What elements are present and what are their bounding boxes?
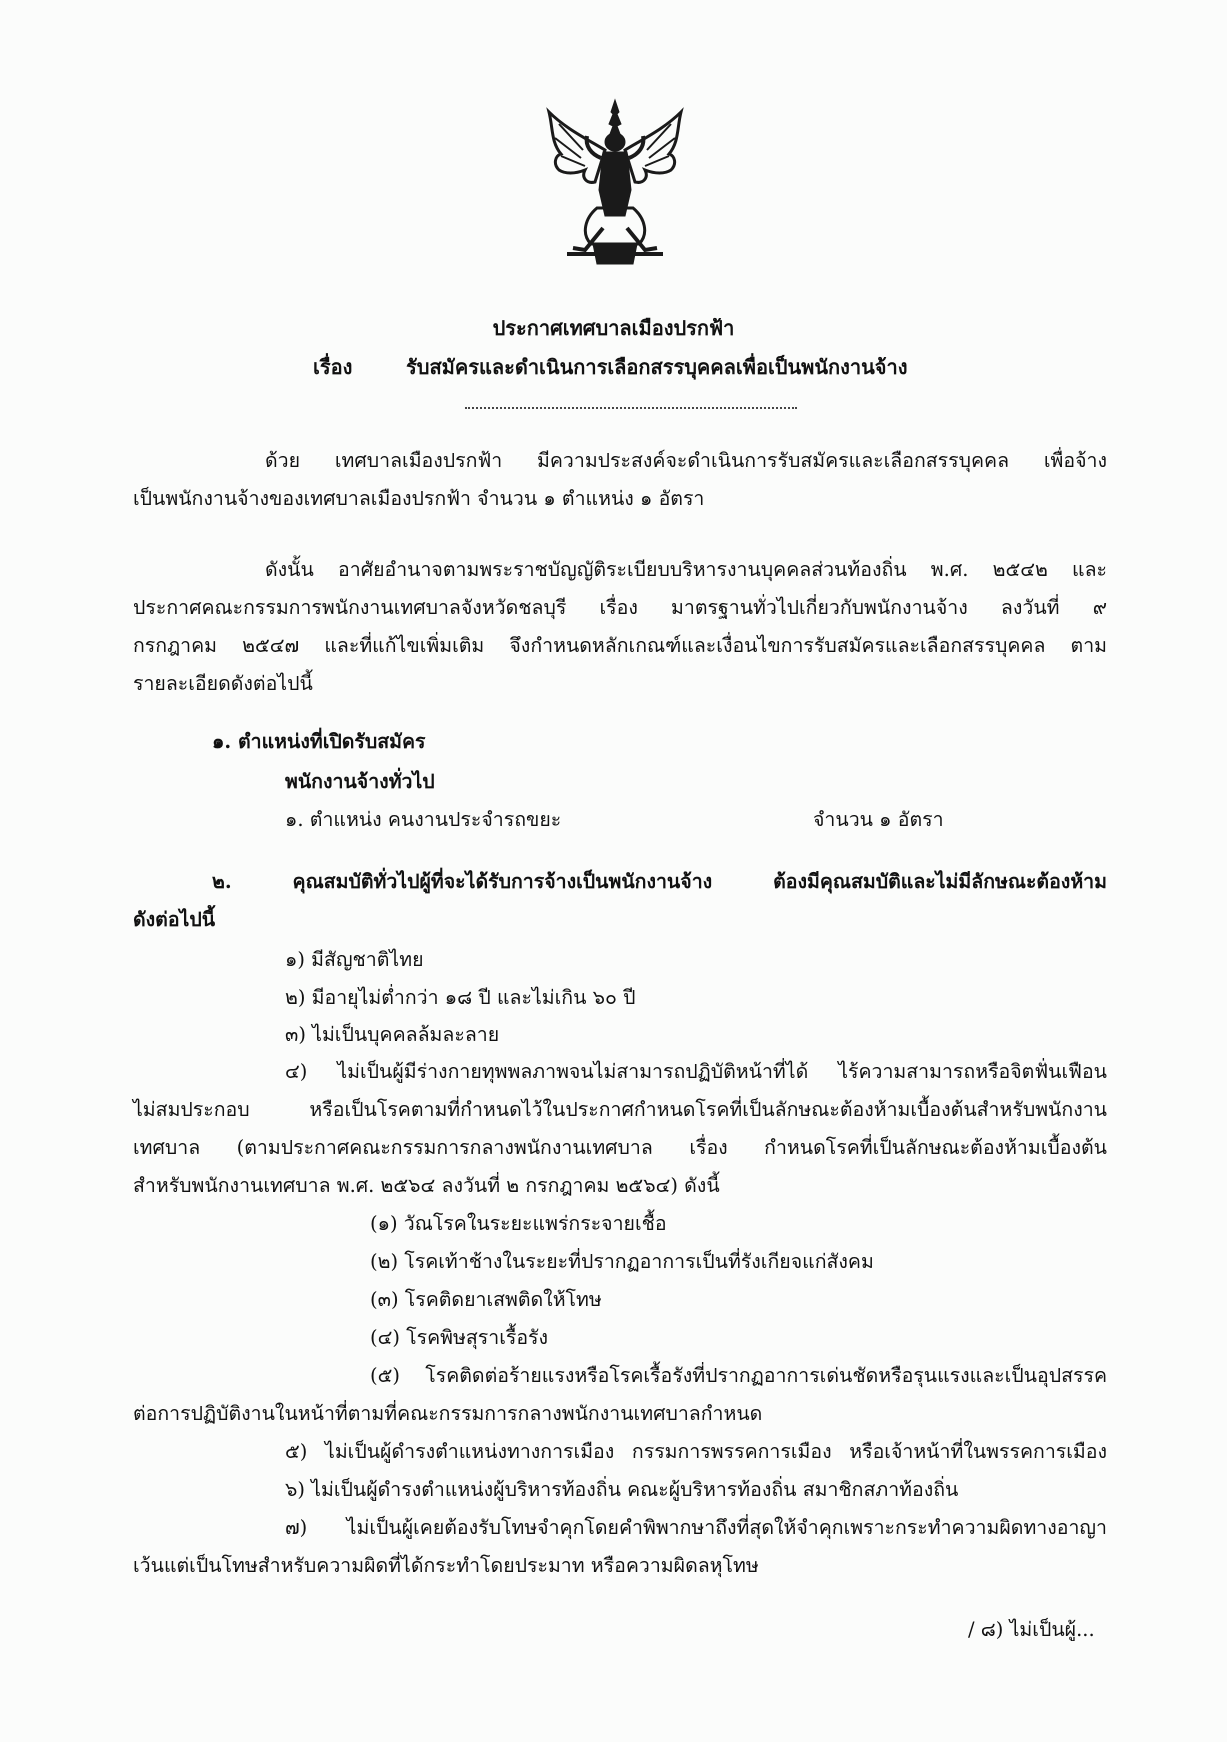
disease-1: (๑) วัณโรคในระยะแพร่กระจายเชื้อ — [370, 1212, 667, 1235]
page-continuation: / ๘) ไม่เป็นผู้... — [968, 1618, 1095, 1641]
subject-text: รับสมัครและดำเนินการเลือกสรรบุคคลเพื่อเป็นพนักงานจ้าง — [406, 355, 908, 379]
section2-heading-line2: ดังต่อไปนี้ — [133, 908, 216, 931]
qualification-4-line2: ไม่สมประกอบ หรือเป็นโรคตามที่กำหนดไว้ในประกาศกำหนดโรคที่เป็นลักษณะต้องห้ามเบื้องต้นสำหรับพนักงาน — [133, 1098, 1107, 1121]
section1-subheading: พนักงานจ้างทั่วไป — [285, 770, 435, 793]
intro-p2-line3: กรกฎาคม ๒๕๔๗ และที่แก้ไขเพิ่มเติม จึงกำหนดหลักเกณฑ์และเงื่อนไขการรับสมัครและเลือกสรรบุคคล ตาม — [133, 634, 1107, 657]
qualification-7-line1: ๗) ไม่เป็นผู้เคยต้องรับโทษจำคุกโดยคำพิพากษาถึงที่สุดให้จำคุกเพราะกระทำความผิดทางอาญา — [285, 1516, 1107, 1539]
qualification-2: ๒) มีอายุไม่ต่ำกว่า ๑๘ ปี และไม่เกิน ๖๐ ปี — [285, 986, 636, 1009]
disease-4: (๔) โรคพิษสุราเรื้อรัง — [370, 1326, 549, 1349]
qualification-6: ๖) ไม่เป็นผู้ดำรงตำแหน่งผู้บริหารท้องถิ่น คณะผู้บริหารท้องถิ่น สมาชิกสภาท้องถิ่น — [285, 1478, 959, 1501]
disease-2: (๒) โรคเท้าช้างในระยะที่ปรากฏอาการเป็นที่รังเกียจแก่สังคม — [370, 1250, 874, 1273]
intro-p1-line2: เป็นพนักงานจ้างของเทศบาลเมืองปรกฟ้า จำนวน ๑ ตำแหน่ง ๑ อัตรา — [133, 487, 705, 510]
title-divider — [465, 407, 797, 409]
qualification-1: ๑) มีสัญชาติไทย — [285, 948, 424, 971]
section2-heading-line1: ๒. คุณสมบัติทั่วไปผู้ที่จะได้รับการจ้างเป็นพนักงานจ้าง ต้องมีคุณสมบัติและไม่มีลักษณะต้องห้าม — [212, 870, 1107, 893]
position-count: จำนวน ๑ อัตรา — [813, 808, 944, 831]
qualification-3: ๓) ไม่เป็นบุคคลล้มละลาย — [285, 1023, 500, 1046]
intro-p2-line4: รายละเอียดดังต่อไปนี้ — [133, 672, 313, 695]
qualification-4-line3: เทศบาล (ตามประกาศคณะกรรมการกลางพนักงานเทศบาล เรื่อง กำหนดโรคที่เป็นลักษณะต้องห้ามเบื้องต้น — [133, 1136, 1107, 1159]
qualification-7-line2: เว้นแต่เป็นโทษสำหรับความผิดที่ได้กระทำโดยประมาท หรือความผิดลหุโทษ — [133, 1554, 759, 1577]
position-title: ๑. ตำแหน่ง คนงานประจำรถขยะ — [285, 808, 562, 831]
section1-heading: ๑. ตำแหน่งที่เปิดรับสมัคร — [212, 730, 426, 753]
announcement-title: ประกาศเทศบาลเมืองปรกฟ้า — [492, 316, 735, 340]
disease-5-line1: (๕) โรคติดต่อร้ายแรงหรือโรคเรื้อรังที่ปรากฏอาการเด่นชัดหรือรุนแรงและเป็นอุปสรรค — [370, 1364, 1107, 1387]
subject-label: เรื่อง — [313, 355, 353, 379]
qualification-4-line4: สำหรับพนักงานเทศบาล พ.ศ. ๒๕๖๔ ลงวันที่ ๒ กรกฎาคม ๒๕๖๔) ดังนี้ — [133, 1174, 720, 1197]
qualification-4-line1: ๔) ไม่เป็นผู้มีร่างกายทุพพลภาพจนไม่สามารถปฏิบัติหน้าที่ได้ ไร้ความสามารถหรือจิตฟั่นเฟือน — [285, 1060, 1107, 1083]
intro-p1-line1: ด้วย เทศบาลเมืองปรกฟ้า มีความประสงค์จะดำเนินการรับสมัครและเลือกสรรบุคคล เพื่อจ้าง — [265, 449, 1107, 472]
intro-p2-line1: ดังนั้น อาศัยอำนาจตามพระราชบัญญัติระเบียบบริหารงานบุคคลส่วนท้องถิ่น พ.ศ. ๒๕๔๒ และ — [265, 558, 1107, 581]
qualification-5: ๕) ไม่เป็นผู้ดำรงตำแหน่งทางการเมือง กรรมการพรรคการเมือง หรือเจ้าหน้าที่ในพรรคการเมือง — [285, 1440, 1107, 1463]
disease-5-line2: ต่อการปฏิบัติงานในหน้าที่ตามที่คณะกรรมการกลางพนักงานเทศบาลกำหนด — [133, 1402, 763, 1425]
disease-3: (๓) โรคติดยาเสพติดให้โทษ — [370, 1288, 602, 1311]
intro-p2-line2: ประกาศคณะกรรมการพนักงานเทศบาลจังหวัดชลบุรี เรื่อง มาตรฐานทั่วไปเกี่ยวกับพนักงานจ้าง ลงวันที่ ๙ — [133, 596, 1107, 619]
garuda-emblem-icon — [545, 98, 685, 266]
